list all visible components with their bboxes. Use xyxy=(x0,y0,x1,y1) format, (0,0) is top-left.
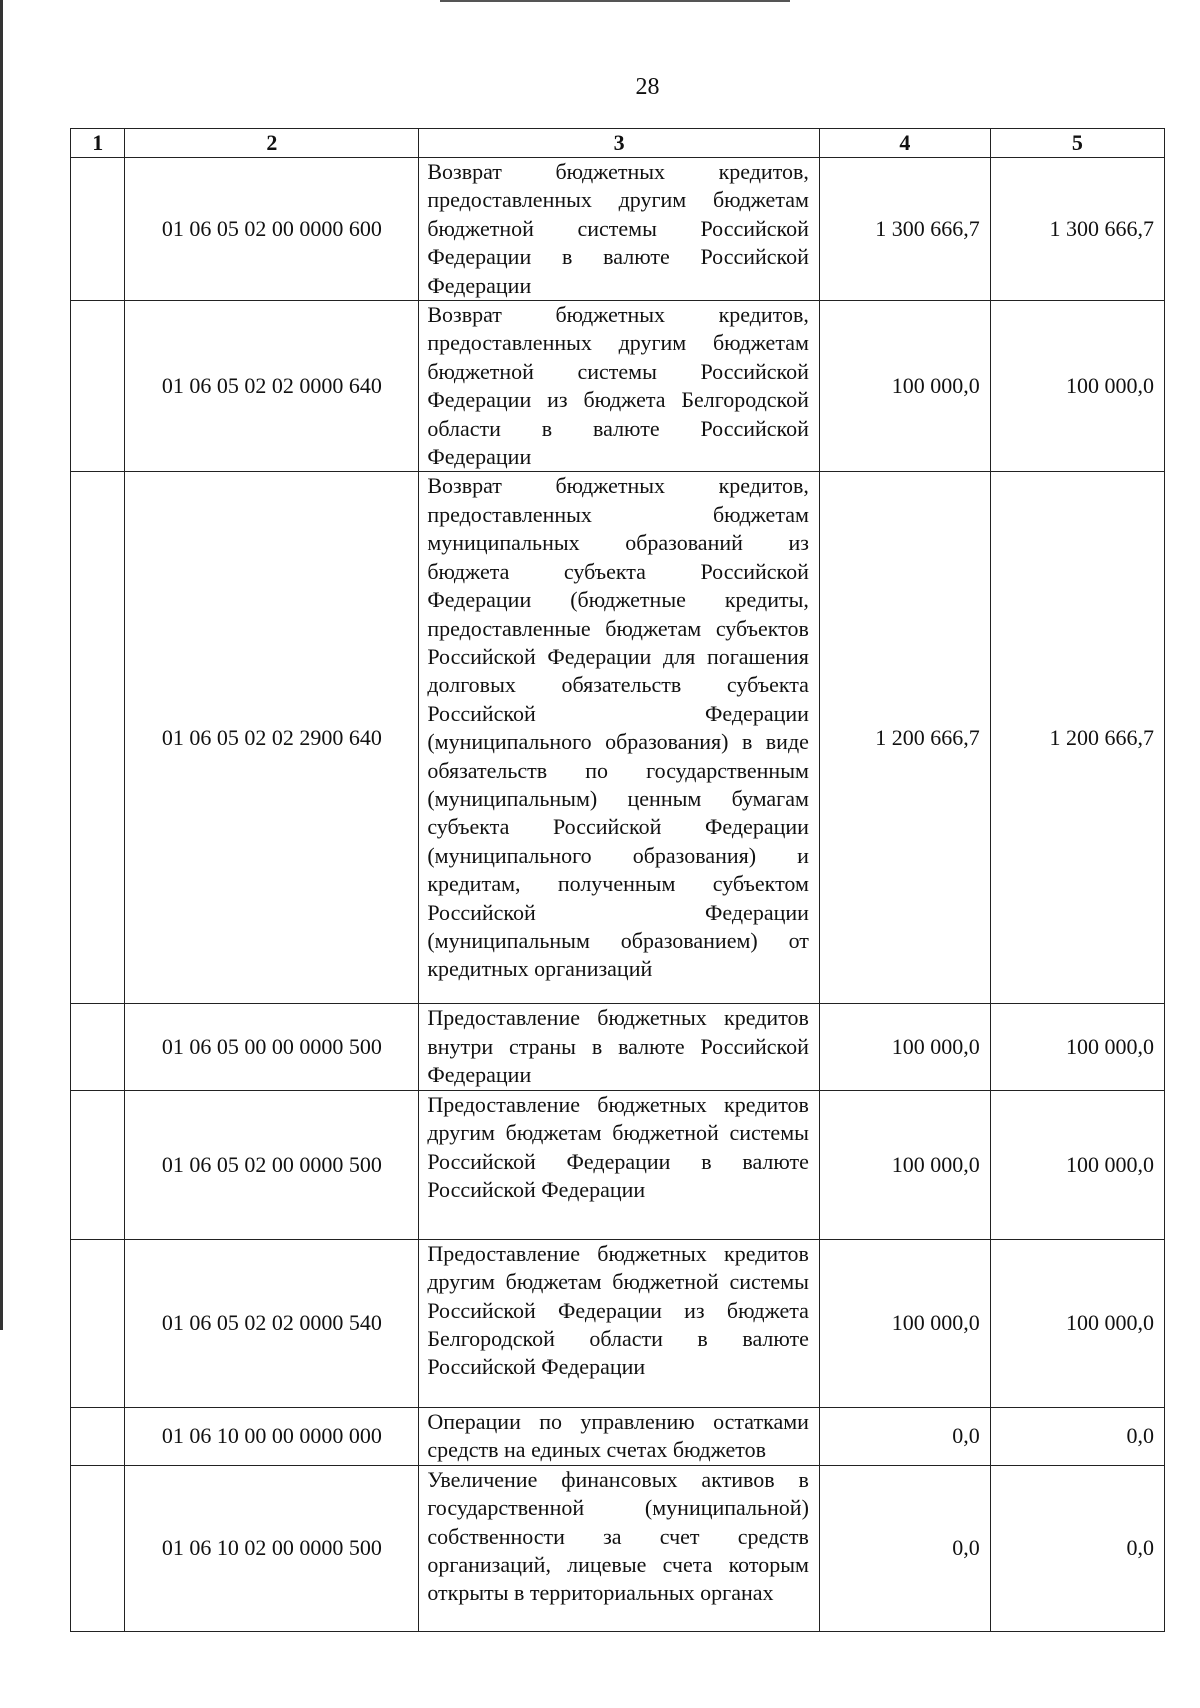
source-name: Возврат бюджетных кредитов, предоставленных другим бюджетам бюджетной системы Российской Федерации в валюте Российской Федерации xyxy=(419,158,820,301)
source-name: Возврат бюджетных кредитов, предоставленных бюджетам муниципальных образований из бюджета субъекта Российской Федерации (бюджетные кредиты, предоставленные бюджетам субъектов Российской Федерации для погашения долговых обязательств субъекта Российской Федерации (муниципального образования) в виде обязательств по государственным (муниципальным) ценным бумагам субъекта Российской Федерации (муниципального образования) и кредитам, полученным субъектом Российской Федерации (муниципальным образованием) от кредитных организаций xyxy=(419,472,820,1004)
row-number-cell xyxy=(71,1407,125,1465)
source-name: Предоставление бюджетных кредитов другим бюджетам бюджетной системы Российской Федерации из бюджета Белгородской области в валюте Российской Федерации xyxy=(419,1239,820,1407)
classification-code: 01 06 05 02 00 0000 500 xyxy=(125,1090,419,1239)
amount-column-4: 0,0 xyxy=(819,1407,990,1465)
row-number-cell xyxy=(71,1239,125,1407)
table-row xyxy=(71,1090,1165,1239)
source-name: Предоставление бюджетных кредитов другим бюджетам бюджетной системы Российской Федерации в валюте Российской Федерации xyxy=(419,1090,820,1239)
source-name: Предоставление бюджетных кредитов внутри страны в валюте Российской Федерации xyxy=(419,1004,820,1090)
amount-column-5: 100 000,0 xyxy=(990,301,1164,472)
top-rule xyxy=(440,0,790,2)
column-header-2: 2 xyxy=(125,129,419,158)
budget-sources-table xyxy=(70,128,1165,1632)
amount-column-4: 100 000,0 xyxy=(819,1004,990,1090)
classification-code: 01 06 10 02 00 0000 500 xyxy=(125,1465,419,1631)
classification-code: 01 06 05 00 00 0000 500 xyxy=(125,1004,419,1090)
amount-column-5: 1 200 666,7 xyxy=(990,472,1164,1004)
row-number-cell xyxy=(71,472,125,1004)
amount-column-5: 0,0 xyxy=(990,1407,1164,1465)
source-name: Операции по управлению остатками средств на единых счетах бюджетов xyxy=(419,1407,820,1465)
amount-column-4: 100 000,0 xyxy=(819,301,990,472)
amount-column-5: 100 000,0 xyxy=(990,1004,1164,1090)
table-row xyxy=(71,158,1165,301)
amount-column-4: 100 000,0 xyxy=(819,1239,990,1407)
table-row xyxy=(71,1239,1165,1407)
column-header-3: 3 xyxy=(419,129,820,158)
scan-left-edge xyxy=(0,0,3,1330)
amount-column-4: 1 200 666,7 xyxy=(819,472,990,1004)
classification-code: 01 06 05 02 02 2900 640 xyxy=(125,472,419,1004)
classification-code: 01 06 10 00 00 0000 000 xyxy=(125,1407,419,1465)
classification-code: 01 06 05 02 00 0000 600 xyxy=(125,158,419,301)
column-header-5: 5 xyxy=(990,129,1164,158)
row-number-cell xyxy=(71,158,125,301)
table-header-row xyxy=(71,129,1165,158)
amount-column-4: 0,0 xyxy=(819,1465,990,1631)
source-name: Увеличение финансовых активов в государственной (муниципальной) собственности за счет средств организаций, лицевые счета которым открыты в территориальных органах xyxy=(419,1465,820,1631)
amount-column-5: 100 000,0 xyxy=(990,1090,1164,1239)
classification-code: 01 06 05 02 02 0000 640 xyxy=(125,301,419,472)
table-row xyxy=(71,1004,1165,1090)
amount-column-5: 100 000,0 xyxy=(990,1239,1164,1407)
row-number-cell xyxy=(71,301,125,472)
table-row xyxy=(71,1465,1165,1631)
column-header-4: 4 xyxy=(819,129,990,158)
table-row xyxy=(71,1407,1165,1465)
page-number: 28 xyxy=(635,74,660,100)
row-number-cell xyxy=(71,1090,125,1239)
row-number-cell xyxy=(71,1004,125,1090)
amount-column-4: 1 300 666,7 xyxy=(819,158,990,301)
source-name: Возврат бюджетных кредитов, предоставленных другим бюджетам бюджетной системы Российской Федерации из бюджета Белгородской области в валюте Российской Федерации xyxy=(419,301,820,472)
table-row xyxy=(71,301,1165,472)
amount-column-4: 100 000,0 xyxy=(819,1090,990,1239)
amount-column-5: 0,0 xyxy=(990,1465,1164,1631)
row-number-cell xyxy=(71,1465,125,1631)
column-header-1: 1 xyxy=(71,129,125,158)
table-row xyxy=(71,472,1165,1004)
amount-column-5: 1 300 666,7 xyxy=(990,158,1164,301)
classification-code: 01 06 05 02 02 0000 540 xyxy=(125,1239,419,1407)
